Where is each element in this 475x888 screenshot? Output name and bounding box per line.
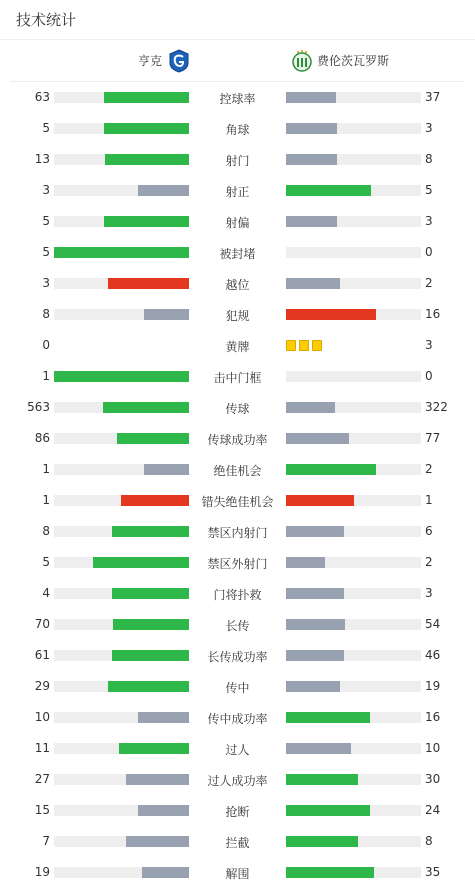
home-bar-track bbox=[54, 588, 189, 599]
away-bar-track bbox=[286, 557, 421, 568]
away-bar bbox=[286, 154, 337, 165]
stat-label: 控球率 bbox=[219, 92, 256, 106]
home-bar-track bbox=[54, 216, 189, 227]
away-bar bbox=[286, 309, 376, 320]
away-bar-track bbox=[286, 836, 421, 847]
away-value: 0 bbox=[425, 245, 433, 259]
away-bar-track bbox=[286, 588, 421, 599]
home-bar-track bbox=[54, 247, 189, 258]
yellow-card-icon bbox=[312, 340, 322, 351]
away-value: 5 bbox=[425, 183, 433, 197]
home-bar-track bbox=[54, 805, 189, 816]
home-value: 5 bbox=[42, 214, 50, 228]
home-bar bbox=[126, 836, 189, 847]
stat-label: 传球成功率 bbox=[207, 433, 268, 447]
stat-label: 传球 bbox=[225, 402, 250, 416]
stat-row bbox=[0, 144, 475, 175]
home-bar-track bbox=[54, 309, 189, 320]
home-value: 7 bbox=[42, 834, 50, 848]
stat-row bbox=[0, 609, 475, 640]
stat-label: 传中 bbox=[225, 681, 250, 695]
away-bar bbox=[286, 712, 370, 723]
stat-row bbox=[0, 733, 475, 764]
stat-label: 过人成功率 bbox=[207, 774, 268, 788]
section-header bbox=[0, 0, 475, 40]
stat-row bbox=[0, 671, 475, 702]
stat-row bbox=[0, 795, 475, 826]
away-bar-track bbox=[286, 464, 421, 475]
home-bar bbox=[93, 557, 189, 568]
stat-label: 传中成功率 bbox=[207, 712, 268, 726]
stat-row bbox=[0, 857, 475, 888]
home-bar bbox=[104, 123, 189, 134]
stat-row bbox=[0, 454, 475, 485]
away-team[interactable] bbox=[291, 40, 389, 81]
away-bar-track bbox=[286, 278, 421, 289]
away-value: 77 bbox=[425, 431, 441, 445]
home-value: 27 bbox=[34, 772, 50, 786]
away-bar-track bbox=[286, 712, 421, 723]
away-value: 16 bbox=[425, 710, 441, 724]
stat-label: 禁区内射门 bbox=[207, 526, 268, 540]
stat-row bbox=[0, 361, 475, 392]
home-bar bbox=[138, 712, 189, 723]
stat-label: 射正 bbox=[225, 185, 250, 199]
home-value: 1 bbox=[42, 493, 50, 507]
stat-label: 拦截 bbox=[225, 836, 250, 850]
away-bar bbox=[286, 278, 340, 289]
stat-label: 击中门框 bbox=[213, 371, 262, 385]
away-value: 322 bbox=[425, 400, 448, 414]
away-bar bbox=[286, 836, 358, 847]
home-value: 13 bbox=[34, 152, 50, 166]
away-value: 3 bbox=[425, 121, 433, 135]
away-bar bbox=[286, 216, 337, 227]
away-bar-track bbox=[286, 495, 421, 506]
away-bar-track bbox=[286, 123, 421, 134]
away-yellow-cards bbox=[286, 340, 322, 351]
home-bar-track bbox=[54, 371, 189, 382]
home-bar-track bbox=[54, 464, 189, 475]
home-bar bbox=[103, 402, 189, 413]
away-bar bbox=[286, 92, 336, 103]
away-bar bbox=[286, 743, 351, 754]
stat-label: 门将扑救 bbox=[213, 588, 262, 602]
home-value: 8 bbox=[42, 524, 50, 538]
home-bar bbox=[104, 92, 189, 103]
away-bar bbox=[286, 433, 349, 444]
home-bar bbox=[126, 774, 189, 785]
home-bar-track bbox=[54, 185, 189, 196]
stat-row bbox=[0, 113, 475, 144]
away-value: 3 bbox=[425, 586, 433, 600]
stat-label: 射偏 bbox=[225, 216, 250, 230]
away-bar bbox=[286, 185, 371, 196]
home-bar bbox=[108, 278, 189, 289]
away-value: 10 bbox=[425, 741, 441, 755]
home-bar bbox=[144, 309, 189, 320]
away-bar-track bbox=[286, 402, 421, 413]
home-bar-track bbox=[54, 836, 189, 847]
away-team-name: 费伦茨瓦罗斯 bbox=[317, 54, 390, 68]
away-value: 3 bbox=[425, 214, 433, 228]
stat-row bbox=[0, 82, 475, 113]
home-bar-track bbox=[54, 712, 189, 723]
home-team-name: 亨克 bbox=[138, 54, 163, 68]
away-bar-track bbox=[286, 774, 421, 785]
away-bar-track bbox=[286, 185, 421, 196]
away-value: 37 bbox=[425, 90, 441, 104]
home-value: 1 bbox=[42, 462, 50, 476]
away-bar-track bbox=[286, 681, 421, 692]
away-bar-track bbox=[286, 433, 421, 444]
away-bar bbox=[286, 774, 358, 785]
away-value: 1 bbox=[425, 493, 433, 507]
away-bar-track bbox=[286, 867, 421, 878]
stat-row bbox=[0, 299, 475, 330]
home-value: 10 bbox=[34, 710, 50, 724]
home-bar-track bbox=[54, 681, 189, 692]
away-bar-track bbox=[286, 526, 421, 537]
stat-label: 犯规 bbox=[225, 309, 250, 323]
home-bar-track bbox=[54, 154, 189, 165]
home-bar-track bbox=[54, 278, 189, 289]
away-bar bbox=[286, 402, 335, 413]
away-bar bbox=[286, 805, 370, 816]
away-bar bbox=[286, 619, 345, 630]
away-bar-track bbox=[286, 619, 421, 630]
stat-label: 射门 bbox=[225, 154, 250, 168]
home-value: 19 bbox=[34, 865, 50, 879]
home-value: 563 bbox=[27, 400, 50, 414]
home-bar-track bbox=[54, 743, 189, 754]
away-value: 54 bbox=[425, 617, 441, 631]
stat-label: 长传成功率 bbox=[207, 650, 268, 664]
away-bar-track bbox=[286, 247, 421, 258]
stat-label: 过人 bbox=[225, 743, 250, 757]
away-bar bbox=[286, 867, 374, 878]
away-value: 30 bbox=[425, 772, 441, 786]
stat-row bbox=[0, 392, 475, 423]
home-bar bbox=[144, 464, 189, 475]
home-value: 63 bbox=[34, 90, 50, 104]
home-value: 3 bbox=[42, 183, 50, 197]
away-bar bbox=[286, 681, 340, 692]
home-bar-track bbox=[54, 495, 189, 506]
home-bar bbox=[112, 526, 189, 537]
home-bar bbox=[112, 588, 189, 599]
stat-label: 解围 bbox=[225, 867, 250, 881]
away-value: 2 bbox=[425, 555, 433, 569]
away-value: 35 bbox=[425, 865, 441, 879]
stat-row bbox=[0, 547, 475, 578]
away-bar-track bbox=[286, 216, 421, 227]
stat-row bbox=[0, 268, 475, 299]
stat-row bbox=[0, 516, 475, 547]
stat-row bbox=[0, 175, 475, 206]
home-bar bbox=[108, 681, 189, 692]
home-bar bbox=[117, 433, 189, 444]
away-bar bbox=[286, 495, 354, 506]
home-bar bbox=[105, 154, 189, 165]
stat-row bbox=[0, 485, 475, 516]
home-value: 5 bbox=[42, 121, 50, 135]
home-value: 70 bbox=[34, 617, 50, 631]
away-value: 3 bbox=[425, 338, 433, 352]
home-value: 86 bbox=[34, 431, 50, 445]
away-bar bbox=[286, 526, 344, 537]
home-bar-track bbox=[54, 402, 189, 413]
home-bar-track bbox=[54, 867, 189, 878]
away-value: 24 bbox=[425, 803, 441, 817]
home-bar bbox=[113, 619, 189, 630]
home-bar-track bbox=[54, 123, 189, 134]
away-value: 2 bbox=[425, 462, 433, 476]
stats-list bbox=[0, 82, 475, 888]
stat-row bbox=[0, 237, 475, 268]
home-value: 29 bbox=[34, 679, 50, 693]
away-value: 8 bbox=[425, 152, 433, 166]
home-bar bbox=[138, 805, 189, 816]
away-bar bbox=[286, 588, 344, 599]
stat-row bbox=[0, 702, 475, 733]
home-value: 8 bbox=[42, 307, 50, 321]
home-bar-track bbox=[54, 526, 189, 537]
home-value: 0 bbox=[42, 338, 50, 352]
home-value: 15 bbox=[34, 803, 50, 817]
home-bar-track bbox=[54, 557, 189, 568]
away-team-logo-icon bbox=[291, 49, 313, 73]
home-value: 61 bbox=[34, 648, 50, 662]
stat-label: 角球 bbox=[225, 123, 250, 137]
away-value: 19 bbox=[425, 679, 441, 693]
home-team[interactable] bbox=[138, 40, 190, 81]
away-value: 16 bbox=[425, 307, 441, 321]
home-bar-track bbox=[54, 774, 189, 785]
away-value: 46 bbox=[425, 648, 441, 662]
stat-label: 抢断 bbox=[225, 805, 250, 819]
away-bar-track bbox=[286, 309, 421, 320]
away-bar bbox=[286, 123, 337, 134]
home-bar-track bbox=[54, 619, 189, 630]
away-value: 6 bbox=[425, 524, 433, 538]
stat-label: 绝佳机会 bbox=[213, 464, 262, 478]
stat-label: 禁区外射门 bbox=[207, 557, 268, 571]
home-value: 5 bbox=[42, 555, 50, 569]
stat-label: 越位 bbox=[225, 278, 250, 292]
home-bar bbox=[142, 867, 189, 878]
stat-label: 被封堵 bbox=[219, 247, 256, 261]
yellow-card-icon bbox=[286, 340, 296, 351]
home-bar-track bbox=[54, 433, 189, 444]
section-title: 技术统计 bbox=[16, 11, 77, 29]
home-bar-track bbox=[54, 92, 189, 103]
home-value: 1 bbox=[42, 369, 50, 383]
home-bar bbox=[138, 185, 189, 196]
away-bar-track bbox=[286, 805, 421, 816]
home-value: 11 bbox=[34, 741, 50, 755]
home-bar-track bbox=[54, 650, 189, 661]
stat-row bbox=[0, 640, 475, 671]
away-bar-track bbox=[286, 650, 421, 661]
away-bar-track bbox=[286, 154, 421, 165]
away-value: 2 bbox=[425, 276, 433, 290]
stat-row bbox=[0, 330, 475, 361]
stat-label: 错失绝佳机会 bbox=[201, 495, 274, 509]
home-value: 4 bbox=[42, 586, 50, 600]
home-bar bbox=[54, 371, 189, 382]
home-team-logo-icon bbox=[168, 49, 190, 73]
home-bar bbox=[112, 650, 189, 661]
home-bar bbox=[104, 216, 189, 227]
stat-row bbox=[0, 826, 475, 857]
stat-label: 长传 bbox=[225, 619, 250, 633]
home-bar bbox=[119, 743, 189, 754]
away-value: 8 bbox=[425, 834, 433, 848]
away-bar-track bbox=[286, 743, 421, 754]
teams-row bbox=[10, 40, 465, 82]
away-bar-track bbox=[286, 371, 421, 382]
home-bar bbox=[121, 495, 189, 506]
home-bar bbox=[54, 247, 189, 258]
home-value: 5 bbox=[42, 245, 50, 259]
away-bar bbox=[286, 650, 344, 661]
stat-row bbox=[0, 764, 475, 795]
stat-label: 黄牌 bbox=[225, 340, 250, 354]
stat-row bbox=[0, 578, 475, 609]
home-value: 3 bbox=[42, 276, 50, 290]
stat-row bbox=[0, 206, 475, 237]
yellow-card-icon bbox=[299, 340, 309, 351]
away-bar bbox=[286, 557, 325, 568]
stat-row bbox=[0, 423, 475, 454]
away-bar-track bbox=[286, 92, 421, 103]
away-bar bbox=[286, 464, 376, 475]
away-value: 0 bbox=[425, 369, 433, 383]
